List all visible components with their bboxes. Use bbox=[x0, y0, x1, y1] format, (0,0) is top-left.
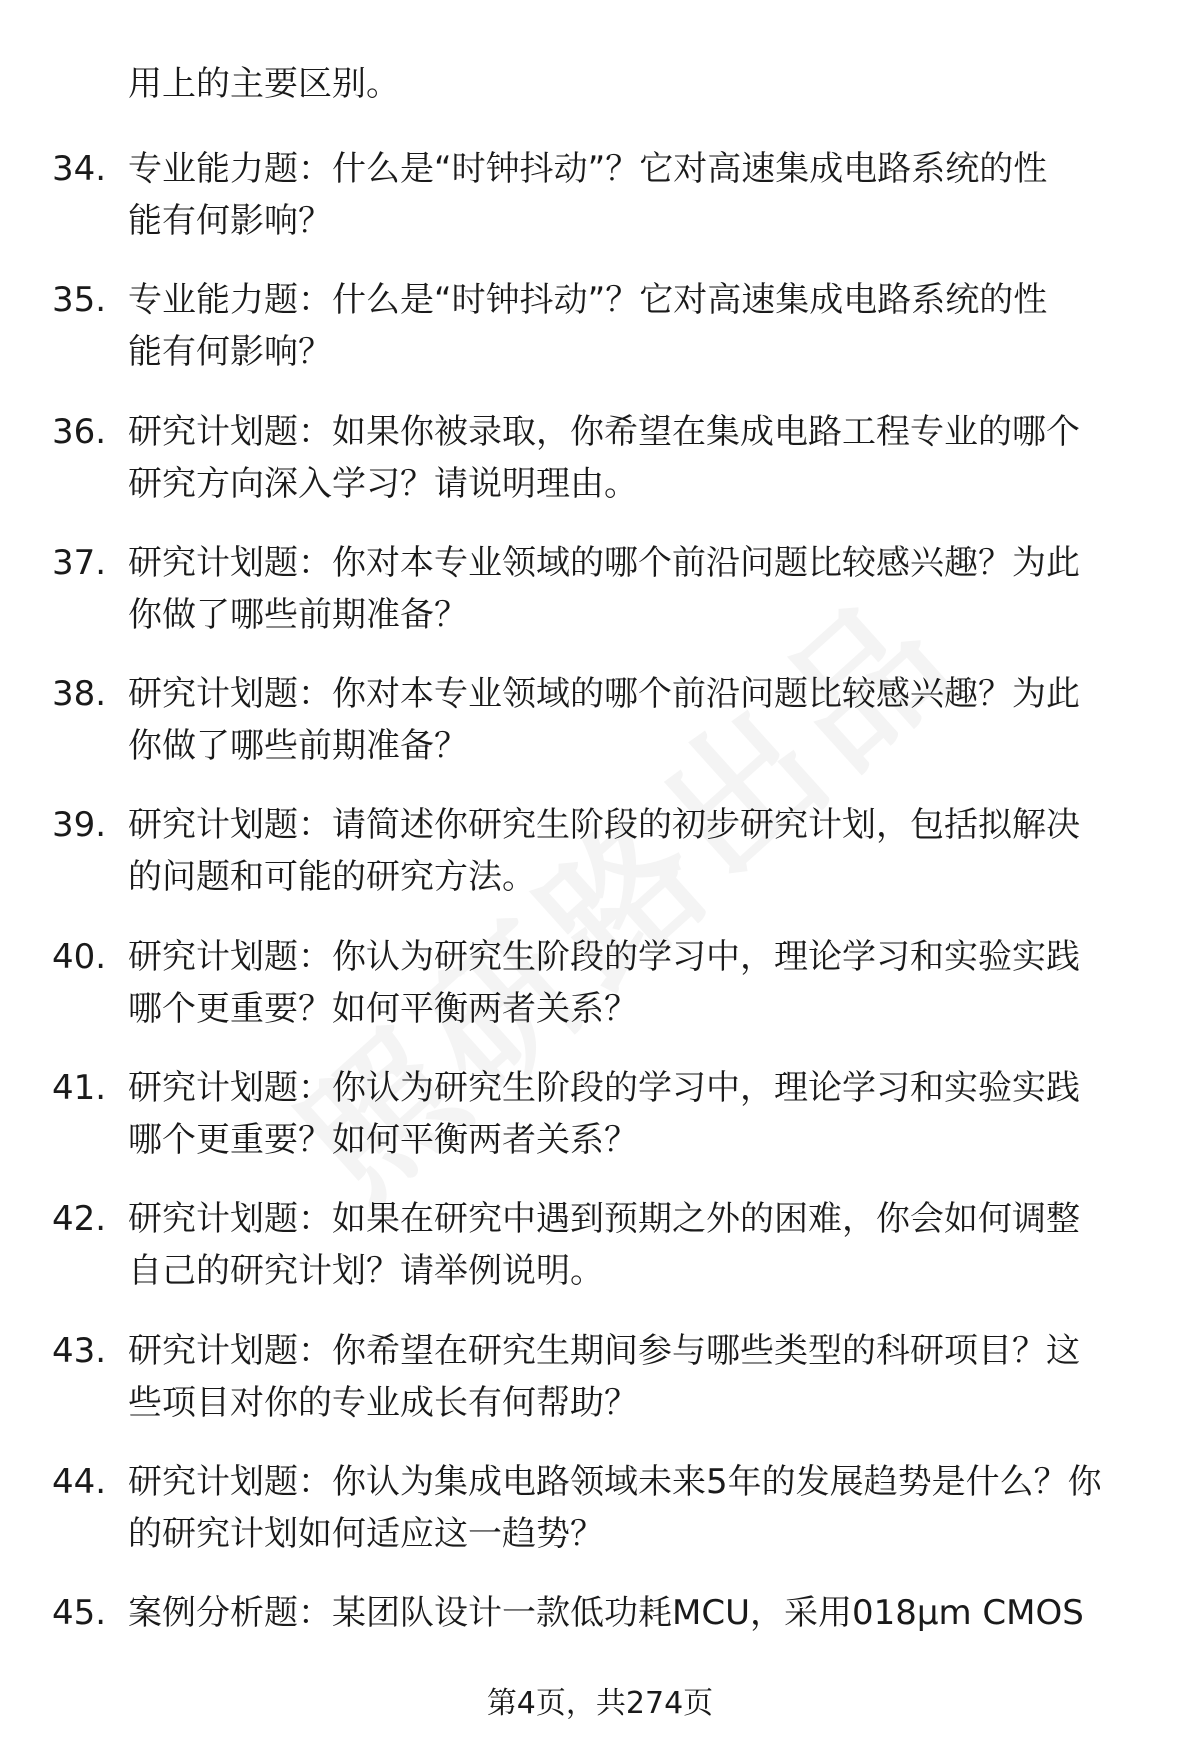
question-item bbox=[0, 668, 1200, 799]
question-text-line: 研究计划题：如果你被录取，你希望在集成电路工程专业的哪个 bbox=[128, 411, 1080, 452]
question-text-line: 研究计划题：你认为集成电路领域未来5年的发展趋势是什么？你 bbox=[128, 1461, 1102, 1502]
question-text-line: 研究计划题：你希望在研究生期间参与哪些类型的科研项目？这 bbox=[128, 1330, 1080, 1371]
question-number: 45. bbox=[52, 1593, 107, 1634]
question-item bbox=[0, 406, 1200, 537]
question-item bbox=[0, 274, 1200, 405]
question-text-line: 专业能力题：什么是“时钟抖动”？它对高速集成电路系统的性 bbox=[128, 149, 1048, 189]
question-item bbox=[0, 1062, 1200, 1193]
question-list bbox=[0, 143, 1200, 1719]
question-item bbox=[0, 1325, 1200, 1456]
question-item bbox=[0, 1456, 1200, 1587]
question-item bbox=[0, 931, 1200, 1062]
page-number-footer: 第4页，共274页 bbox=[486, 1686, 714, 1721]
question-number: 39. bbox=[52, 805, 107, 846]
continuation-text: 用上的主要区别。 bbox=[128, 64, 400, 104]
question-text-line: 研究计划题：你对本专业领域的哪个前沿问题比较感兴趣？为此 bbox=[128, 542, 1080, 583]
question-text-line: 些项目对你的专业成长有何帮助？ bbox=[128, 1382, 638, 1423]
question-text-line: 研究计划题：如果在研究中遇到预期之外的困难，你会如何调整 bbox=[128, 1199, 1080, 1240]
question-text-line: 研究计划题：你认为研究生阶段的学习中，理论学习和实验实践 bbox=[128, 936, 1080, 977]
question-text-line: 的问题和可能的研究方法。 bbox=[128, 857, 536, 898]
question-text-line: 你做了哪些前期准备？ bbox=[128, 594, 468, 635]
question-text-line: 你做了哪些前期准备？ bbox=[128, 726, 468, 767]
question-number: 34. bbox=[52, 149, 107, 189]
question-number: 36. bbox=[52, 411, 107, 452]
question-item bbox=[0, 143, 1200, 274]
question-text-line: 研究计划题：请简述你研究生阶段的初步研究计划，包括拟解决 bbox=[128, 805, 1080, 846]
question-number: 43. bbox=[52, 1330, 107, 1371]
question-item bbox=[0, 1193, 1200, 1324]
question-number: 41. bbox=[52, 1068, 107, 1109]
question-text-line: 研究方向深入学习？请说明理由。 bbox=[128, 463, 638, 504]
question-text-line: 哪个更重要？如何平衡两者关系？ bbox=[128, 988, 638, 1029]
question-text-line: 自己的研究计划？请举例说明。 bbox=[128, 1251, 604, 1292]
question-number: 44. bbox=[52, 1461, 107, 1502]
question-item bbox=[0, 799, 1200, 930]
question-number: 37. bbox=[52, 542, 107, 583]
question-number: 35. bbox=[52, 280, 107, 321]
question-text-line: 的研究计划如何适应这一趋势？ bbox=[128, 1513, 604, 1554]
question-number: 42. bbox=[52, 1199, 107, 1240]
question-text-line: 研究计划题：你对本专业领域的哪个前沿问题比较感兴趣？为此 bbox=[128, 674, 1080, 715]
question-text-line: 专业能力题：什么是“时钟抖动”？它对高速集成电路系统的性 bbox=[128, 280, 1048, 321]
question-text-line: 能有何影响？ bbox=[128, 332, 332, 373]
question-text-line: 研究计划题：你认为研究生阶段的学习中，理论学习和实验实践 bbox=[128, 1068, 1080, 1109]
question-text-line: 能有何影响？ bbox=[128, 201, 332, 241]
question-number: 40. bbox=[52, 936, 107, 977]
question-item bbox=[0, 537, 1200, 668]
question-text-line: 案例分析题：某团队设计一款低功耗MCU，采用018μm CMOS bbox=[128, 1593, 1084, 1634]
question-text-line: 哪个更重要？如何平衡两者关系？ bbox=[128, 1120, 638, 1161]
question-number: 38. bbox=[52, 674, 107, 715]
